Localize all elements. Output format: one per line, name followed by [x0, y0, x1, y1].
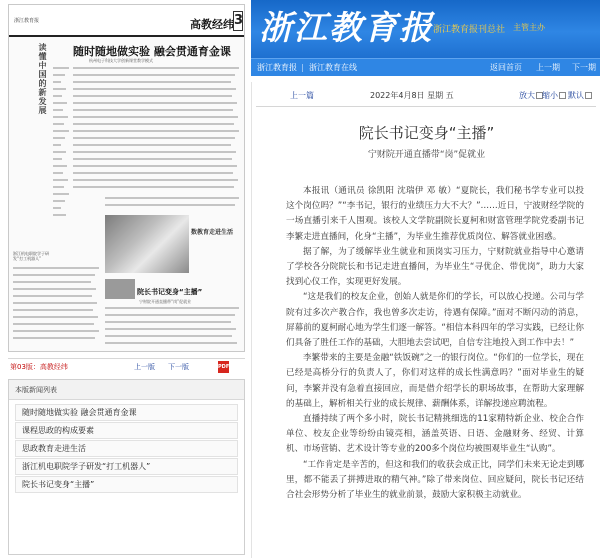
- thumbnail-text-line: [73, 123, 234, 125]
- thumbnail-text-line: [73, 186, 234, 188]
- toolbar-divider: [256, 106, 596, 107]
- thumbnail-text-line: [73, 67, 239, 69]
- thumbnail-section-name: 高教经纬: [190, 18, 234, 31]
- prev-page-link[interactable]: 上一版: [134, 363, 155, 371]
- thumbnail-text-line: [53, 193, 69, 195]
- thumbnail-text-line: [105, 321, 231, 323]
- thumbnail-text-line: [53, 102, 67, 104]
- thumbnail-text-line: [53, 200, 65, 202]
- article-paragraph: 李繁带来的主要是金融“铁饭碗”之一的银行岗位。“你们的一位学长，现在已经是高桥分行的负责人了，你们对这样的成长性满意吗？”面对毕业生的疑问，李繁并没有急着直接回应，而是借介绍学长的职场故事，在帮助大家理解的基础上，解析相关行业的成长规律、薪酬体系，详解投递应聘流程。: [286, 353, 584, 409]
- thumbnail-text-line: [53, 158, 62, 160]
- article-title: 院长书记变身“主播”: [358, 124, 495, 142]
- thumbnail-small-photo: [105, 279, 135, 299]
- nav-link-newspaper[interactable]: 浙江教育报: [257, 63, 297, 72]
- thumbnail-text-line: [53, 67, 69, 69]
- site-logo[interactable]: 浙江教育报: [259, 8, 434, 47]
- thumbnail-text-line: [73, 165, 237, 167]
- left-column: [0, 0, 250, 558]
- thumbnail-page-number: 3: [233, 11, 243, 31]
- thumbnail-text-line: [73, 102, 237, 104]
- thumbnail-text-line: [73, 158, 232, 160]
- news-list-item[interactable]: 思政教育走进生活: [15, 440, 238, 457]
- thumbnail-text-line: [73, 179, 238, 181]
- news-list: [9, 400, 244, 493]
- thumbnail-text-line: [105, 314, 235, 316]
- thumbnail-text-line: [13, 316, 98, 318]
- nav-link-online[interactable]: 浙江教育在线: [309, 63, 357, 72]
- news-list-item[interactable]: 随时随地做实验 融会贯通育金课: [15, 404, 238, 421]
- thumbnail-text-line: [53, 109, 63, 111]
- thumbnail-text-line: [73, 109, 233, 111]
- thumbnail-text-line: [53, 172, 63, 174]
- reset-zoom-button[interactable]: [568, 88, 592, 104]
- thumbnail-text-line: [13, 337, 95, 339]
- thumbnail-text-line: [53, 165, 67, 167]
- thumbnail-text-line: [53, 137, 65, 139]
- host-label: 主管主办: [513, 23, 545, 32]
- thumbnail-text-line: [53, 207, 61, 209]
- thumbnail-text-line: [53, 151, 66, 153]
- thumbnail-text-line: [73, 172, 233, 174]
- thumbnail-photo: [105, 215, 189, 273]
- thumbnail-text-line: [73, 88, 236, 90]
- article-subtitle: 宁财院开通直播带“岗”促就业: [367, 150, 486, 160]
- article-paragraph: “这是我们的校友企业，创始人就是你们的学长，可以放心投递。公司与学院有过多次产教合作，我也曾多次走访，待遇有保障。”面对不断闪动的消息，屏幕前的夏柯耐心地为学生们逐一解答。“相信本科四年的学习实践，已经让你们具备了胜任工作的基础，大胆地去尝试吧，自信专注地投入到工作中去！”: [286, 292, 584, 349]
- thumbnail-text-line: [53, 123, 64, 125]
- thumbnail-text-line: [73, 137, 235, 139]
- thumbnail-text-line: [13, 302, 97, 304]
- thumbnail-text-line: [53, 81, 61, 83]
- thumbnail-headline-sub: 杭州电子科技大学创新课堂教学模式: [89, 58, 153, 63]
- thumbnail-text-line: [73, 74, 235, 76]
- sub-navigation: [251, 58, 600, 76]
- site-header: [251, 0, 600, 58]
- reset-zoom-label: 默认: [568, 91, 584, 100]
- pdf-icon[interactable]: PDF: [218, 361, 229, 373]
- thumbnail-masthead-logo: 浙江教育报: [14, 18, 40, 24]
- thumbnail-text-line: [53, 186, 64, 188]
- zoom-out-label: 缩小: [542, 91, 558, 100]
- zoom-out-icon: [559, 92, 566, 99]
- thumbnail-text-line: [105, 197, 239, 199]
- thumbnail-masthead: [9, 5, 245, 37]
- news-list-header: 本版新闻列表: [9, 380, 244, 400]
- article-paragraph: 本报讯（通讯员 徐凯阳 沈瑞伊 邓 敏）“夏院长，我们秘书学专业可以投这个岗位吗？”“李书记，银行的业绩压力大不大？”……近日，宁波财经学院的一场直播引来千人围观。该校人文学院副院长夏柯和财富管理学院党委副书记李繁走进直播间，化身“主播”，为毕业生推荐优质岗位、解答就业困惑。: [286, 186, 584, 242]
- zoom-out-button[interactable]: [542, 88, 566, 104]
- page-thumbnail[interactable]: [8, 4, 245, 352]
- thumbnail-text-line: [73, 151, 236, 153]
- thumbnail-text-line: [53, 130, 69, 132]
- thumbnail-text-line: [105, 328, 236, 330]
- thumbnail-headline[interactable]: 随时随地做实验 融会贯通育金课: [73, 45, 231, 58]
- thumbnail-photo-caption: 数教育走进生活: [191, 229, 234, 236]
- thumbnail-text-line: [105, 342, 237, 344]
- article-paragraph: 直播持续了两个多小时，院长书记精挑细选的11家精特新企业、校企合作单位、校友企业等纷纷由镜亮相，涵盖英语、日语、金融财务、经贸、计算机、市场营销、艺术设计等专业的200多个岗位均被围观毕业生“认购”。: [286, 414, 584, 455]
- article-toolbar: [252, 88, 600, 104]
- news-list-item[interactable]: 院长书记变身“主播”: [15, 476, 238, 493]
- article-body: [286, 184, 584, 503]
- news-list-panel: [8, 379, 245, 555]
- thumbnail-text-line: [105, 307, 239, 309]
- article-paragraph: 据了解，为了缓解毕业生就业和顶岗实习压力，宁财院就业指导中心邀请了学校各分院院长和书记走进直播间，为毕业生“寻优企、带优岗”，助力大家找到心仪工作，实现更好发展。: [286, 246, 584, 288]
- thumbnail-text-line: [73, 144, 231, 146]
- zoom-in-label: 放大: [519, 91, 535, 100]
- next-issue-link[interactable]: 下一期: [572, 63, 596, 72]
- thumbnail-text-line: [13, 295, 92, 297]
- prev-article-link[interactable]: 上一篇: [290, 91, 314, 100]
- prev-issue-link[interactable]: 上一期: [536, 63, 560, 72]
- thumbnail-text-line: [13, 281, 91, 283]
- nav-separator: |: [301, 63, 304, 72]
- thumbnail-story-headline[interactable]: 院长书记变身“主播”: [137, 288, 203, 296]
- thumbnail-text-line: [73, 81, 231, 83]
- news-list-item[interactable]: 课程思政的构成要素: [15, 422, 238, 439]
- thumbnail-story-sub: 宁财院开通直播带“岗”促就业: [139, 299, 192, 304]
- reset-zoom-icon: [585, 92, 592, 99]
- thumbnail-text-line: [13, 267, 99, 269]
- thumbnail-text-line: [13, 330, 99, 332]
- next-page-link[interactable]: 下一版: [168, 363, 189, 371]
- thumbnail-text-line: [105, 204, 235, 206]
- back-home-link[interactable]: 返回首页: [490, 63, 522, 72]
- thumbnail-text-line: [53, 144, 61, 146]
- thumbnail-text-line: [13, 323, 94, 325]
- issue-date: 2022年4月8日 星期 五: [370, 91, 454, 100]
- page-navigation-bar: [8, 358, 245, 374]
- thumbnail-text-line: [53, 116, 68, 118]
- thumbnail-text-line: [53, 74, 65, 76]
- thumbnail-vertical-text: 读懂中国的新发展: [38, 43, 47, 115]
- thumbnail-text-line: [53, 88, 66, 90]
- thumbnail-text-line: [53, 95, 62, 97]
- thumbnail-text-line: [13, 309, 93, 311]
- thumbnail-text-line: [73, 95, 232, 97]
- thumbnail-text-line: [53, 179, 68, 181]
- thumbnail-text-line: [13, 288, 96, 290]
- thumbnail-side-story[interactable]: 浙江机电职院学子研发“打工机器人”: [13, 251, 49, 261]
- news-list-item[interactable]: 浙江机电职院学子研发“打工机器人”: [15, 458, 238, 475]
- thumbnail-text-line: [105, 335, 232, 337]
- zoom-in-button[interactable]: [519, 88, 543, 104]
- thumbnail-text-line: [53, 214, 66, 216]
- current-page-label: 第03版：高教经纬: [10, 363, 68, 371]
- thumbnail-text-line: [73, 130, 239, 132]
- article-paragraph: “工作肯定是辛苦的，但这和我们的收获会成正比，同学们未来无论走到哪里，都不能丢了拼搏进取的精气神。”除了带来岗位、回应疑问，院长书记还结合社会形势分析了毕业生的就业前景，鼓励大家积极主动就业。: [286, 459, 584, 501]
- thumbnail-text-line: [13, 274, 95, 276]
- thumbnail-text-line: [73, 116, 238, 118]
- article-panel: [251, 82, 600, 558]
- publisher-name: 浙江教育报刊总社: [433, 25, 506, 35]
